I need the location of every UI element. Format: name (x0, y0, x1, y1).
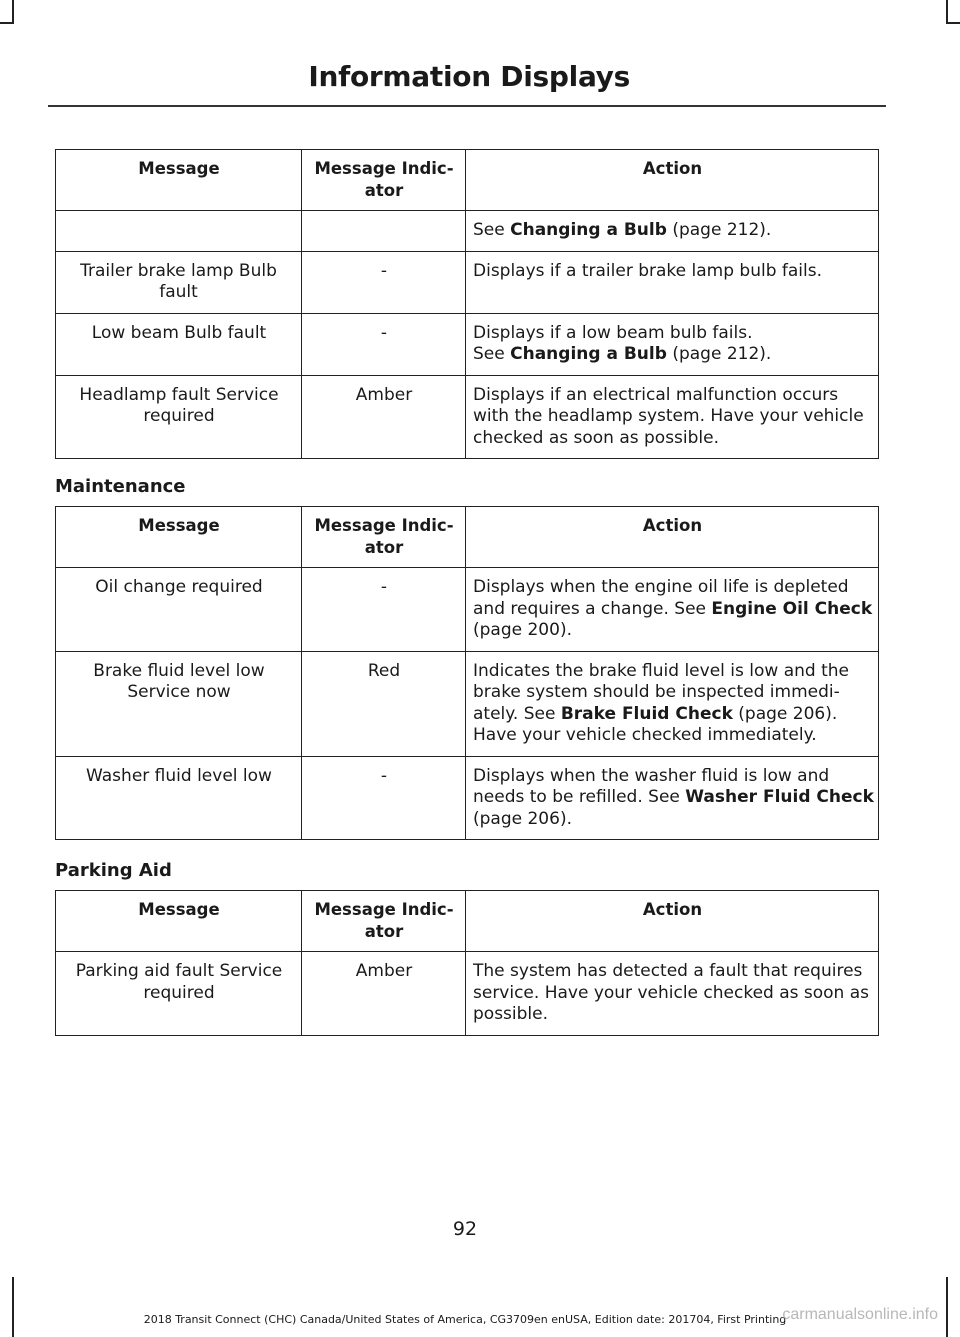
header-action: Action (466, 150, 879, 211)
table-row (56, 313, 879, 375)
watermark: carmanualsonline.info (782, 1306, 938, 1323)
indicator-cell: Amber (302, 375, 466, 459)
indicator-cell: Red (302, 651, 466, 756)
footer-edition-info: 2018 Transit Connect (CHC) Canada/United States of America, CG3709en enUSA, Edition date: 201704, First Printing (143, 1313, 787, 1326)
page-reference-link[interactable]: Brake Fluid Check (560, 703, 733, 724)
crop-mark (946, 0, 948, 22)
header-message: Message (56, 150, 302, 211)
action-cell (466, 568, 879, 652)
header-action: Action (466, 507, 879, 568)
indicator-cell: Amber (302, 952, 466, 1036)
action-cell (466, 952, 879, 1036)
table-row (56, 375, 879, 459)
lighting-messages-table (55, 149, 879, 459)
action-cell (466, 251, 879, 313)
action-text: Displays if an electrical malfunction occurs with the headlamp system. Have your vehicle checked as soon as possible. (473, 384, 864, 448)
action-cell (466, 756, 879, 840)
header-message: Message (56, 507, 302, 568)
table-row (56, 251, 879, 313)
message-cell: Parking aid fault Service required (56, 952, 302, 1036)
maintenance-messages-table (55, 506, 879, 840)
page-reference-link[interactable]: Washer Fluid Check (685, 787, 874, 807)
action-text: (page 212). (666, 344, 772, 364)
crop-mark (946, 1277, 948, 1337)
crop-mark (12, 0, 14, 22)
crop-mark (0, 22, 14, 24)
message-cell: Low beam Bulb fault (56, 313, 302, 375)
header-action: Action (466, 891, 879, 952)
table-row (56, 568, 879, 652)
table-row (56, 651, 879, 756)
table-header-row (56, 507, 879, 568)
crop-mark (946, 22, 960, 24)
action-cell (466, 313, 879, 375)
header-indicator: Message Indic- ator (302, 150, 466, 211)
section-heading-parking-aid: Parking Aid (55, 860, 172, 881)
page-reference-link[interactable]: Engine Oil Check (711, 598, 873, 619)
action-cell (466, 211, 879, 252)
action-text: (page 200). (473, 620, 572, 640)
table-header-row (56, 891, 879, 952)
action-text: (page 206). (473, 808, 572, 829)
section-heading-maintenance: Maintenance (55, 476, 186, 497)
indicator-cell: - (302, 251, 466, 313)
message-cell: Headlamp fault Service required (56, 375, 302, 459)
table-row (56, 952, 879, 1036)
indicator-cell (302, 211, 466, 252)
action-text: Displays if a trailer brake lamp bulb fails. (473, 260, 823, 281)
table-header-row (56, 150, 879, 211)
message-cell: Washer fluid level low (56, 756, 302, 840)
action-text: (page 206). Have your vehicle checked immediately. (473, 703, 838, 745)
page-number: 92 (452, 1218, 478, 1240)
indicator-cell: - (302, 313, 466, 375)
indicator-cell: - (302, 568, 466, 652)
action-cell (466, 375, 879, 459)
title-divider (48, 105, 886, 107)
table-row (56, 756, 879, 840)
action-text: See (473, 220, 511, 240)
action-text: Displays when the engine oil life is depleted and requires a change. See (473, 577, 849, 619)
header-indicator: Message Indic- ator (302, 891, 466, 952)
action-text: The system has detected a fault that requires service. Have your vehicle checked as soon as possible. (473, 961, 870, 1024)
page-title: Information Displays (308, 60, 630, 93)
page-reference-link[interactable]: Changing a Bulb (510, 344, 667, 364)
message-cell (56, 211, 302, 252)
action-text: (page 212). (666, 220, 772, 240)
table-row (56, 211, 879, 252)
header-indicator: Message Indic- ator (302, 507, 466, 568)
page-reference-link[interactable]: Changing a Bulb (510, 220, 667, 240)
action-text: Indicates the brake fluid level is low and the brake system should be inspected immedi-ately. See (473, 660, 849, 724)
message-cell: Trailer brake lamp Bulb fault (56, 251, 302, 313)
action-text: Displays when the washer fluid is low and needs to be refilled. See (473, 765, 830, 807)
parking-aid-messages-table (55, 890, 879, 1036)
header-message: Message (56, 891, 302, 952)
action-text: Displays if a low beam bulb fails. See (473, 322, 753, 364)
message-cell: Oil change required (56, 568, 302, 652)
message-cell: Brake fluid level low Service now (56, 651, 302, 756)
indicator-cell: - (302, 756, 466, 840)
crop-mark (12, 1277, 14, 1337)
action-cell (466, 651, 879, 756)
